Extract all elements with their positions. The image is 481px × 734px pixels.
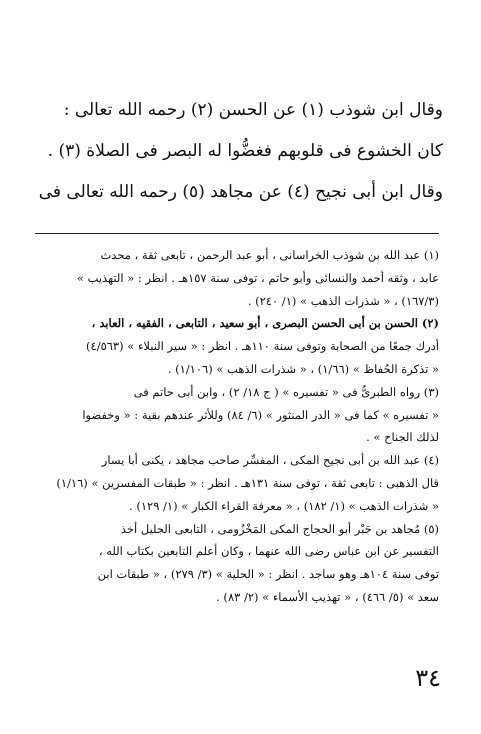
footnote-1-line-3: (١٦٧/٣) ، « شذرات الذهب » (١/ ٢٤٠) . (247, 293, 439, 308)
footnote-5-line-1: (٥) مُجاهد بن جَبْر أبو الحجاج المكى المَخْزُومى ، التابعى الجليل أخذ (120, 521, 439, 536)
footnote-2 (33, 312, 439, 380)
footnote-5-line-3: توفى سنة ١٠٤هـ وهو ساجد . انظر : « الحلية » (٣/ ٢٧٩) ، « طبقات ابن (97, 567, 439, 582)
footnote-1-line-2: عابد ، وثقه أحمد والنسائى وأبو حاتم ، توفى سنة ١٥٧هـ . انظر : « التهذيب » (76, 270, 439, 285)
footnote-5 (33, 518, 439, 609)
footnote-3-line-1: (٣) رواه الطبرىُّ فى « تفسيره » ( ج ١٨/ ٢) ، وابن أبى حاتم فى (133, 384, 439, 399)
main-line-2: كان الخشوع فى قلوبهم فغضُّوا له البصر فى الصلاة (٣) . (47, 141, 443, 161)
footnote-separator (35, 233, 439, 234)
footnote-4 (33, 449, 439, 517)
page-number: ٣٤ (415, 664, 441, 692)
footnote-2-line-3: « تذكرة الحُفاظ » (١/٦٦) ، « شذرات الذهب » (١/١٠٦) . (167, 361, 439, 376)
footnote-5-line-4: سعد » (٥/ ٤٦٦) ، « تهذيب الأسماء » (٢/ ٨٣) . (216, 589, 439, 604)
footnote-3-line-2: « تفسيره » كما فى « الدر المنثور » (٦/ ٨٤) وللأثر عندهم بقية : « وخفضوا (82, 407, 439, 422)
footnote-3-line-3: لذلك الجناح » . (366, 430, 439, 445)
main-text (33, 90, 443, 213)
footnote-1-line-1: (١) عبد الله بن شوذب الخراسانى ، أبو عبد الرحمن ، تابعى ثقة ، محدث (100, 248, 439, 262)
footnote-4-line-3: « شذرات الذهب » (١/ ١٨٢) ، « معرفة القراء الكبار » (١/ ١٢٩) . (129, 498, 439, 513)
footnote-4-line-2: قال الذهبى : تابعى ثقة ، توفى سنة ١٣١هـ . انظر : « طبقات المفسرين » (١/١٦) (56, 475, 439, 490)
main-line-1: وقال ابن شوذب (١) عن الحسن (٢) رحمه الله تعالى : (63, 100, 443, 120)
footnote-2-line-2: أدرك جمعًا من الصحابة وتوفى سنة ١١٠هـ . انظر : « سير النبلاء » (٤/٥٦٣) (86, 339, 439, 354)
footnote-4-line-1: (٤) عبد الله بن أبى نجيح المكى ، المفسِّر صاحب مجاهد ، يكنى أبا يسار (101, 453, 439, 468)
footnote-2-line-1: (٢) الحسن بن أبى الحسن البصرى ، أبو سعيد ، التابعى ، الفقيه ، العابد ، (91, 316, 439, 331)
footnotes (33, 244, 439, 609)
footnote-3 (33, 381, 439, 449)
footnote-5-line-2: التفسير عن ابن عباس رضى الله عنهما ، وكان أعلم التابعين بكتاب الله ، (98, 544, 439, 559)
footnote-1 (33, 244, 439, 312)
main-line-3: وقال ابن أبى نجيح (٤) عن مجاهد (٥) رحمه الله تعالى فى (38, 182, 443, 202)
